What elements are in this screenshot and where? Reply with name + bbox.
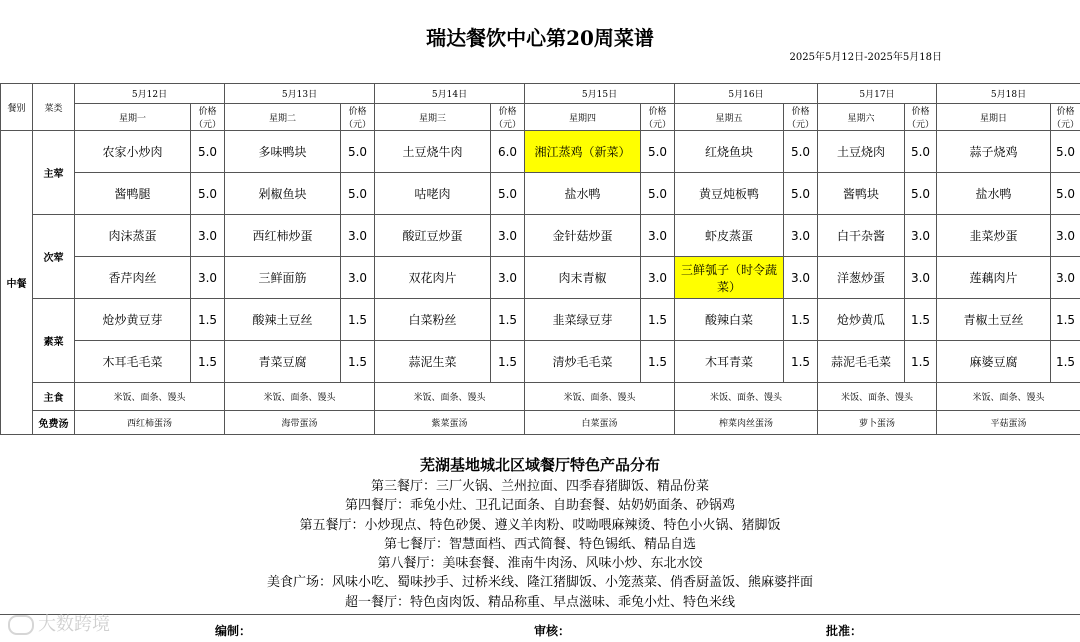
meal-type-header: 餐别 (1, 84, 33, 131)
price-cell: 1.5 (784, 299, 818, 341)
dish-cell: 韭菜炒蛋 (937, 215, 1051, 257)
price-cell: 5.0 (491, 173, 525, 215)
dish-cell: 青椒土豆丝 (937, 299, 1051, 341)
date-range: 2025年5月12日-2025年5月18日 (790, 48, 942, 63)
price-cell: 1.5 (641, 299, 675, 341)
price-cell: 5.0 (641, 131, 675, 173)
weekday-header: 星期三 (375, 104, 491, 131)
meal-label: 中餐 (1, 131, 33, 435)
price-cell: 1.5 (905, 299, 937, 341)
price-header: 价格（元） (784, 104, 818, 131)
category-label: 免费汤 (33, 411, 75, 435)
price-cell: 1.5 (341, 299, 375, 341)
dish-cell: 青菜豆腐 (225, 341, 341, 383)
price-cell: 5.0 (1051, 173, 1080, 215)
dish-cell: 莲藕肉片 (937, 257, 1051, 299)
distribution-line: 超一餐厅：特色卤肉饭、精品称重、早点滋味、乖兔小灶、特色米线 (0, 593, 1080, 612)
price-cell: 5.0 (191, 131, 225, 173)
weekday-header: 星期六 (818, 104, 905, 131)
staple-cell: 米饭、面条、馒头 (525, 383, 675, 411)
dish-cell: 湘江蒸鸡（新菜） (525, 131, 641, 173)
date-header: 5月12日 (75, 84, 225, 104)
dish-cell: 香芹肉丝 (75, 257, 191, 299)
dish-cell: 酱鸭块 (818, 173, 905, 215)
staple-cell: 米饭、面条、馒头 (818, 383, 937, 411)
price-cell: 1.5 (1051, 341, 1080, 383)
dish-cell: 肉沫蒸蛋 (75, 215, 191, 257)
price-header: 价格（元） (641, 104, 675, 131)
category-label: 次荤 (33, 215, 75, 299)
staple-cell: 米饭、面条、馒头 (225, 383, 375, 411)
dish-cell: 剁椒鱼块 (225, 173, 341, 215)
date-header: 5月16日 (675, 84, 818, 104)
price-cell: 3.0 (905, 215, 937, 257)
dish-cell: 酸辣土豆丝 (225, 299, 341, 341)
date-header: 5月15日 (525, 84, 675, 104)
price-cell: 1.5 (905, 341, 937, 383)
price-cell: 3.0 (491, 215, 525, 257)
watermark-text: 大数跨境 (38, 614, 110, 635)
watermark (8, 610, 110, 636)
price-cell: 1.5 (191, 341, 225, 383)
distribution-title: 芜湖基地城北区域餐厅特色产品分布 (0, 454, 1080, 475)
soup-cell: 西红柿蛋汤 (75, 411, 225, 435)
staple-cell: 米饭、面条、馒头 (375, 383, 525, 411)
price-cell: 3.0 (1051, 257, 1080, 299)
price-cell: 3.0 (1051, 215, 1080, 257)
staple-cell: 米饭、面条、馒头 (75, 383, 225, 411)
category-label: 主荤 (33, 131, 75, 215)
price-cell: 3.0 (191, 257, 225, 299)
dish-cell: 双花肉片 (375, 257, 491, 299)
date-header: 5月17日 (818, 84, 937, 104)
price-cell: 3.0 (784, 257, 818, 299)
dish-cell: 金针菇炒蛋 (525, 215, 641, 257)
dish-cell: 炝炒黄瓜 (818, 299, 905, 341)
price-cell: 5.0 (784, 131, 818, 173)
distribution-line: 第五餐厅：小炒现点、特色砂煲、遵义羊肉粉、哎呦喂麻辣烫、特色小火锅、猪脚饭 (0, 516, 1080, 535)
price-header: 价格（元） (491, 104, 525, 131)
price-cell: 1.5 (491, 299, 525, 341)
staple-cell: 米饭、面条、馒头 (675, 383, 818, 411)
approved-by-label: 批准： (826, 622, 862, 639)
price-cell: 3.0 (341, 257, 375, 299)
dish-cell: 黄豆炖板鸭 (675, 173, 784, 215)
price-cell: 5.0 (1051, 131, 1080, 173)
dish-cell: 酱鸭腿 (75, 173, 191, 215)
price-cell: 1.5 (1051, 299, 1080, 341)
price-cell: 1.5 (784, 341, 818, 383)
date-header: 5月18日 (937, 84, 1080, 104)
distribution-line: 美食广场：风味小吃、蜀味抄手、过桥米线、隆江猪脚饭、小笼蒸菜、俏香厨盖饭、熊麻婆拌面 (0, 573, 1080, 592)
signature-footer (0, 614, 1080, 642)
page-title: 瑞达餐饮中心第20周菜谱 (0, 22, 1080, 51)
dish-cell: 虾皮蒸蛋 (675, 215, 784, 257)
dish-cell: 盐水鸭 (937, 173, 1051, 215)
distribution-line: 第三餐厅：三厂火锅、兰州拉面、四季春猪脚饭、精品份菜 (0, 477, 1080, 496)
dish-cell: 三鲜瓠子（时令蔬菜） (675, 257, 784, 299)
soup-cell: 海带蛋汤 (225, 411, 375, 435)
soup-cell: 榨菜肉丝蛋汤 (675, 411, 818, 435)
distribution-line: 第八餐厅：美味套餐、淮南牛肉汤、风味小炒、东北水饺 (0, 554, 1080, 573)
dish-cell: 土豆烧牛肉 (375, 131, 491, 173)
price-cell: 5.0 (641, 173, 675, 215)
menu-table (0, 83, 1080, 435)
dish-cell: 红烧鱼块 (675, 131, 784, 173)
price-cell: 5.0 (341, 173, 375, 215)
price-cell: 3.0 (641, 257, 675, 299)
dish-cell: 白菜粉丝 (375, 299, 491, 341)
weekday-header: 星期日 (937, 104, 1051, 131)
price-cell: 1.5 (341, 341, 375, 383)
price-cell: 6.0 (491, 131, 525, 173)
dish-cell: 洋葱炒蛋 (818, 257, 905, 299)
weekday-header: 星期五 (675, 104, 784, 131)
prepared-by-label: 编制： (215, 622, 251, 639)
dish-cell: 蒜泥毛毛菜 (818, 341, 905, 383)
distribution-line: 第七餐厅：智慧面档、西式简餐、特色锡纸、精品自选 (0, 535, 1080, 554)
price-cell: 3.0 (784, 215, 818, 257)
soup-cell: 白菜蛋汤 (525, 411, 675, 435)
weekday-header: 星期一 (75, 104, 191, 131)
price-cell: 1.5 (641, 341, 675, 383)
dish-cell: 炝炒黄豆芽 (75, 299, 191, 341)
price-cell: 5.0 (784, 173, 818, 215)
dish-cell: 木耳毛毛菜 (75, 341, 191, 383)
dish-cell: 木耳青菜 (675, 341, 784, 383)
price-header: 价格（元） (341, 104, 375, 131)
dish-cell: 清炒毛毛菜 (525, 341, 641, 383)
soup-cell: 紫菜蛋汤 (375, 411, 525, 435)
price-cell: 3.0 (641, 215, 675, 257)
dish-cell: 肉末青椒 (525, 257, 641, 299)
price-cell: 1.5 (491, 341, 525, 383)
dish-cell: 多味鸭块 (225, 131, 341, 173)
price-cell: 3.0 (341, 215, 375, 257)
price-header: 价格（元） (1051, 104, 1080, 131)
price-header: 价格（元） (191, 104, 225, 131)
reviewed-by-label: 审核： (534, 622, 570, 639)
price-cell: 3.0 (491, 257, 525, 299)
distribution-line: 第四餐厅：乖兔小灶、卫孔记面条、自助套餐、姑奶奶面条、砂锅鸡 (0, 496, 1080, 515)
dish-cell: 三鲜面筋 (225, 257, 341, 299)
category-label: 主食 (33, 383, 75, 411)
dish-cell: 盐水鸭 (525, 173, 641, 215)
weekday-header: 星期二 (225, 104, 341, 131)
soup-cell: 平菇蛋汤 (937, 411, 1080, 435)
dish-cell: 酸豇豆炒蛋 (375, 215, 491, 257)
dish-cell: 土豆烧肉 (818, 131, 905, 173)
dish-cell: 酸辣白菜 (675, 299, 784, 341)
price-cell: 3.0 (191, 215, 225, 257)
restaurant-distribution (0, 454, 1080, 612)
dish-cell: 白干杂酱 (818, 215, 905, 257)
dish-cell: 蒜子烧鸡 (937, 131, 1051, 173)
price-cell: 5.0 (341, 131, 375, 173)
soup-cell: 萝卜蛋汤 (818, 411, 937, 435)
date-header: 5月14日 (375, 84, 525, 104)
staple-cell: 米饭、面条、馒头 (937, 383, 1080, 411)
price-cell: 5.0 (905, 131, 937, 173)
price-cell: 5.0 (191, 173, 225, 215)
weekday-header: 星期四 (525, 104, 641, 131)
watermark-logo-icon (8, 615, 34, 635)
dish-cell: 农家小炒肉 (75, 131, 191, 173)
price-header: 价格（元） (905, 104, 937, 131)
category-header: 菜类 (33, 84, 75, 131)
price-cell: 5.0 (905, 173, 937, 215)
date-header: 5月13日 (225, 84, 375, 104)
dish-cell: 西红柿炒蛋 (225, 215, 341, 257)
dish-cell: 蒜泥生菜 (375, 341, 491, 383)
price-cell: 1.5 (191, 299, 225, 341)
price-cell: 3.0 (905, 257, 937, 299)
dish-cell: 麻婆豆腐 (937, 341, 1051, 383)
dish-cell: 咕咾肉 (375, 173, 491, 215)
category-label: 素菜 (33, 299, 75, 383)
dish-cell: 韭菜绿豆芽 (525, 299, 641, 341)
